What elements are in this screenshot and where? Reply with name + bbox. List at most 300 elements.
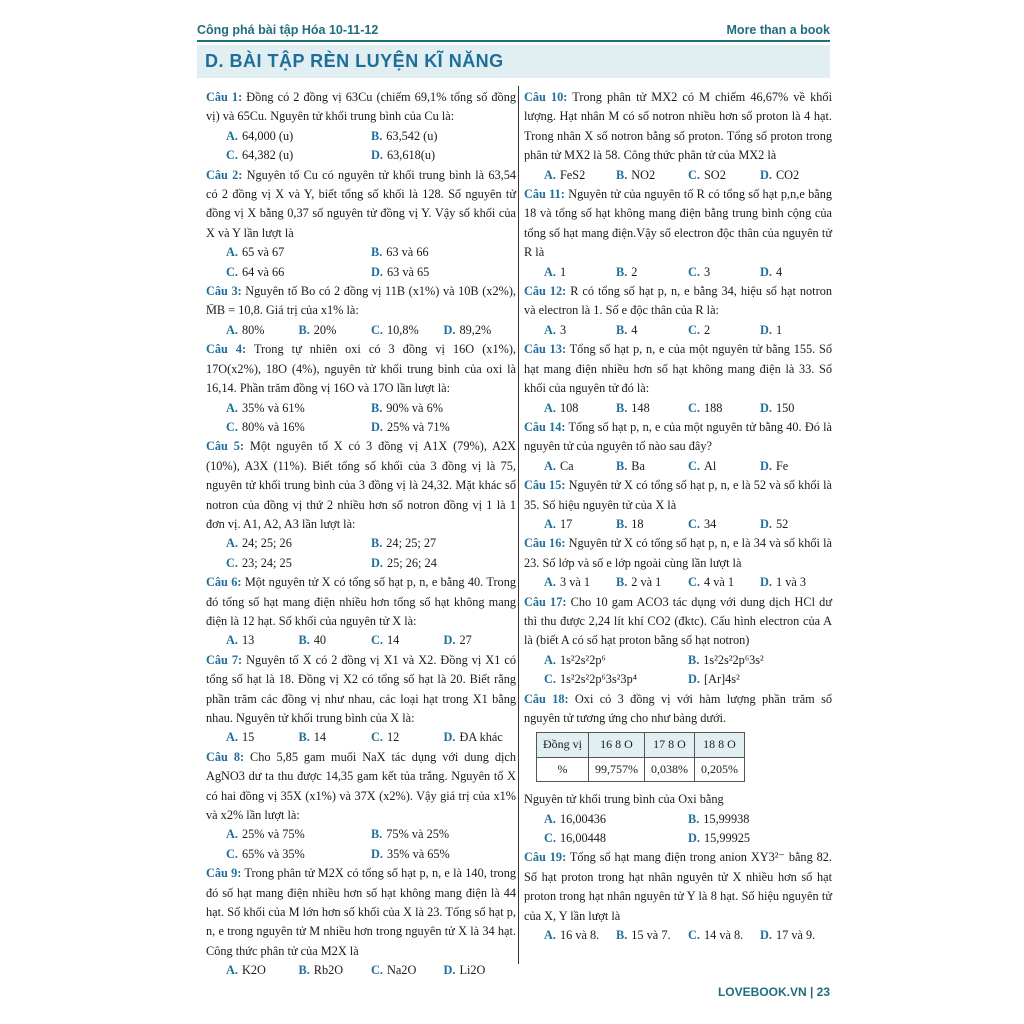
- answer-options: [206, 399, 516, 438]
- answer-options: [524, 573, 832, 592]
- question-text: [524, 88, 832, 166]
- answer-option[interactable]: [760, 457, 832, 476]
- answer-option[interactable]: [299, 961, 372, 980]
- option-text: 2: [703, 322, 711, 337]
- answer-option[interactable]: [544, 515, 616, 534]
- answer-option[interactable]: [371, 399, 516, 418]
- option-text: 18: [631, 516, 644, 531]
- option-text: 4: [775, 264, 783, 279]
- answer-option[interactable]: [688, 573, 760, 592]
- option-text: 35% và 65%: [386, 846, 450, 861]
- question-number: Câu 13:: [524, 342, 567, 357]
- isotope-cell: 99,757%: [589, 757, 645, 781]
- answer-option[interactable]: [226, 399, 371, 418]
- answer-option[interactable]: [760, 399, 832, 418]
- option-letter: D.: [760, 322, 772, 337]
- option-text: 65 và 67: [241, 245, 285, 260]
- option-text: 25% và 71%: [386, 419, 450, 434]
- option-letter: A.: [544, 458, 556, 473]
- option-letter: C.: [688, 264, 700, 279]
- option-letter: B.: [298, 322, 310, 337]
- question-body: Tổng số hạt p, n, e của một nguyên tử bằng 155. Số hạt mang điện nhiều hơn số hạt không mang điện là 33. Số khối của nguyên tử đó là:: [524, 342, 833, 396]
- answer-option[interactable]: [616, 166, 688, 185]
- answer-option[interactable]: [544, 829, 688, 848]
- answer-options: [206, 961, 516, 980]
- option-letter: B.: [688, 811, 700, 826]
- book-title: Công phá bài tập Hóa 10-11-12: [197, 23, 379, 37]
- option-letter: C.: [226, 555, 238, 570]
- answer-option[interactable]: [616, 515, 688, 534]
- option-letter: B.: [371, 128, 383, 143]
- answer-option[interactable]: [544, 670, 688, 689]
- answer-options: [206, 243, 516, 282]
- option-text: 63,542 (u): [386, 128, 438, 143]
- answer-option[interactable]: [688, 651, 832, 670]
- answer-option[interactable]: [616, 399, 688, 418]
- option-letter: B.: [298, 963, 310, 978]
- question-text: [206, 282, 516, 321]
- answer-option[interactable]: [760, 321, 832, 340]
- answer-option[interactable]: [371, 554, 516, 573]
- answer-option[interactable]: [371, 631, 444, 650]
- option-text: 14: [386, 633, 400, 648]
- answer-option[interactable]: [299, 728, 372, 747]
- option-letter: C.: [688, 400, 700, 415]
- question-number: Câu 6:: [206, 575, 242, 590]
- answer-option[interactable]: [760, 263, 832, 282]
- option-letter: A.: [544, 516, 556, 531]
- question-text: [524, 418, 832, 457]
- option-letter: B.: [371, 400, 383, 415]
- option-text: 4 và 1: [703, 575, 735, 590]
- answer-options: [206, 321, 516, 340]
- option-letter: A.: [544, 322, 556, 337]
- answer-option[interactable]: [226, 418, 371, 437]
- question-text: [206, 340, 516, 398]
- option-letter: C.: [371, 633, 383, 648]
- question-body: Trong phân tử MX2 có M chiếm 46,67% về khối lượng. Hạt nhân M có số notron nhiều hơn số proton là 4 hạt. Trong nhân X số notron bằng số proton. Tổng số proton trong phân tử MX2 là 58. Công thức phân tử của MX2 là: [524, 90, 832, 163]
- option-letter: B.: [616, 575, 628, 590]
- question-text: [524, 185, 832, 263]
- option-text: 16,00436: [559, 811, 607, 826]
- answer-option[interactable]: [688, 926, 760, 945]
- isotope-cell: 17 8 O: [645, 733, 695, 757]
- option-text: 25; 26; 24: [386, 555, 437, 570]
- option-letter: C.: [544, 672, 556, 687]
- option-letter: D.: [760, 264, 772, 279]
- answer-options: [524, 810, 832, 849]
- question-body: Tổng số hạt mang điện trong anion XY3²⁻ bằng 82. Số hạt proton trong hạt nhân nguyên tử X nhiều hơn số hạt proton trong hạt nhân nguyên tử Y là 8 hạt. Số hiệu nguyên tử của X, Y lần lượt là: [524, 850, 832, 923]
- option-text: Na2O: [386, 963, 417, 978]
- option-letter: D.: [443, 730, 456, 745]
- answer-option[interactable]: [371, 263, 516, 282]
- option-letter: C.: [226, 264, 238, 279]
- answer-option[interactable]: [544, 321, 616, 340]
- option-text: [Ar]4s²: [703, 672, 740, 687]
- option-letter: B.: [688, 652, 700, 667]
- answer-option[interactable]: [544, 651, 688, 670]
- question-text: [524, 690, 832, 729]
- option-letter: A.: [544, 811, 556, 826]
- question-number: Câu 7:: [206, 652, 243, 667]
- option-letter: B.: [616, 400, 628, 415]
- answer-option[interactable]: [226, 728, 299, 747]
- option-letter: C.: [688, 458, 700, 473]
- option-text: K2O: [241, 963, 266, 978]
- question-body: Nguyên tử của nguyên tố R có tổng số hạt p,n,e bằng 18 và tổng số hạt không mang điện bằng trung bình cộng của tổng số hạt mang điện.Vậy số electron độc thân của nguyên tử R là: [524, 187, 833, 260]
- option-text: 24; 25; 26: [241, 536, 292, 551]
- option-letter: A.: [226, 400, 238, 415]
- question-number: Câu 15:: [524, 478, 566, 493]
- answer-option[interactable]: [616, 926, 688, 945]
- option-letter: C.: [371, 322, 383, 337]
- option-text: 1 và 3: [775, 575, 807, 590]
- right-column: [524, 88, 832, 945]
- answer-option[interactable]: [371, 321, 444, 340]
- option-letter: D.: [760, 575, 772, 590]
- option-letter: C.: [688, 167, 700, 182]
- answer-options: [524, 926, 832, 945]
- option-text: 16 và 8.: [559, 928, 600, 943]
- question-number: Câu 9:: [206, 866, 242, 881]
- answer-option[interactable]: [444, 631, 517, 650]
- option-text: 15,99938: [703, 811, 750, 826]
- answer-option[interactable]: [226, 825, 371, 844]
- option-text: 25% và 75%: [241, 827, 305, 842]
- answer-option[interactable]: [226, 961, 299, 980]
- answer-option[interactable]: [226, 263, 371, 282]
- answer-option[interactable]: [688, 457, 760, 476]
- answer-option[interactable]: [371, 728, 444, 747]
- option-text: 63 và 66: [386, 245, 429, 260]
- answer-option[interactable]: [544, 399, 616, 418]
- option-text: Fe: [775, 458, 789, 473]
- option-letter: D.: [371, 148, 383, 163]
- option-letter: B.: [616, 458, 628, 473]
- option-letter: D.: [371, 419, 383, 434]
- answer-option[interactable]: [226, 243, 371, 262]
- question-number: Câu 19:: [524, 850, 567, 865]
- answer-option[interactable]: [544, 457, 616, 476]
- option-letter: C.: [226, 846, 238, 861]
- option-text: 15,99925: [703, 831, 751, 846]
- question-text: [524, 534, 832, 573]
- answer-option[interactable]: [371, 825, 516, 844]
- answer-options: [524, 457, 832, 476]
- option-text: 2 và 1: [631, 575, 662, 590]
- option-letter: A.: [544, 928, 556, 943]
- option-letter: A.: [544, 167, 556, 182]
- answer-options: [206, 127, 516, 166]
- answer-options: [524, 263, 832, 282]
- answer-option[interactable]: [371, 534, 516, 553]
- question-number: Câu 5:: [206, 439, 244, 454]
- option-letter: B.: [298, 730, 310, 745]
- question-text: [206, 864, 516, 961]
- option-text: 34: [703, 516, 717, 531]
- question-number: Câu 3:: [206, 284, 242, 299]
- option-letter: B.: [616, 167, 628, 182]
- answer-option[interactable]: [226, 631, 299, 650]
- option-letter: C.: [226, 419, 238, 434]
- option-letter: A.: [544, 575, 556, 590]
- question-number: Câu 12:: [524, 284, 567, 299]
- answer-options: [206, 825, 516, 864]
- option-text: Rb2O: [313, 963, 344, 978]
- question-number: Câu 10:: [524, 90, 568, 104]
- option-text: 64,382 (u): [241, 148, 294, 163]
- option-text: 3 và 1: [559, 575, 591, 590]
- option-text: 52: [775, 516, 789, 531]
- answer-option[interactable]: [226, 845, 371, 864]
- question-number: Câu 4:: [206, 342, 247, 357]
- answer-option[interactable]: [760, 515, 832, 534]
- answer-option[interactable]: [544, 926, 616, 945]
- option-letter: A.: [544, 400, 556, 415]
- answer-option[interactable]: [226, 534, 371, 553]
- answer-option[interactable]: [371, 961, 444, 980]
- answer-option[interactable]: [444, 321, 517, 340]
- book-slogan: More than a book: [726, 23, 830, 37]
- isotope-cell: 18 8 O: [695, 733, 745, 757]
- option-text: 64 và 66: [241, 264, 285, 279]
- option-letter: D.: [760, 516, 772, 531]
- option-text: 16,00448: [559, 831, 607, 846]
- option-text: 17: [559, 516, 573, 531]
- answer-option[interactable]: [371, 243, 516, 262]
- column-divider: [518, 86, 519, 964]
- option-letter: D.: [443, 322, 456, 337]
- question-number: Câu 14:: [524, 419, 566, 434]
- option-text: 10,8%: [386, 322, 419, 337]
- option-text: SO2: [703, 167, 726, 182]
- question-number: Câu 17:: [524, 594, 567, 609]
- question-number: Câu 18:: [524, 691, 569, 706]
- option-letter: C.: [688, 516, 700, 531]
- option-text: 80%: [241, 322, 265, 337]
- answer-option[interactable]: [544, 810, 688, 829]
- option-text: CO2: [775, 167, 800, 182]
- answer-option[interactable]: [616, 321, 688, 340]
- page-footer: LOVEBOOK.VN | 23: [717, 985, 830, 999]
- option-letter: A.: [226, 963, 238, 978]
- option-letter: A.: [226, 827, 238, 842]
- answer-option[interactable]: [688, 263, 760, 282]
- question-body: Nguyên tố Bo có 2 đồng vị 11B (x1%) và 10B (x2%), M̄B = 10,8. Giá trị của x1% là:: [206, 284, 516, 318]
- option-text: 188: [703, 400, 723, 415]
- option-text: 1: [775, 322, 783, 337]
- answer-option[interactable]: [688, 829, 832, 848]
- answer-option[interactable]: [299, 631, 372, 650]
- question-body: Trong tự nhiên oxi có 3 đồng vị 16O (x1%), 17O(x2%), 18O (4%), nguyên tử khối trung bình của oxi là 16,14. Phần trăm đồng vị 16O và 17O lần lượt là:: [206, 342, 516, 396]
- option-letter: C.: [544, 831, 556, 846]
- question-body: Nguyên tử khối trung bình của Oxi bằng: [524, 792, 724, 807]
- page-header: [197, 20, 830, 42]
- header-rule: [197, 40, 830, 42]
- answer-option[interactable]: [688, 321, 760, 340]
- option-text: 3: [703, 264, 711, 279]
- question-text: [206, 573, 516, 631]
- option-text: 27: [459, 633, 472, 648]
- option-text: 150: [775, 400, 795, 415]
- option-letter: D.: [760, 458, 772, 473]
- option-text: 4: [631, 322, 638, 337]
- answer-options: [524, 166, 832, 185]
- option-letter: B.: [371, 245, 383, 260]
- question-body: Oxi có 3 đồng vị với hàm lượng phần trăm số nguyên tử tương ứng cho như bảng dưới.: [524, 691, 833, 725]
- question-number: Câu 2:: [206, 167, 243, 182]
- option-text: 90% và 6%: [386, 400, 443, 415]
- option-letter: B.: [371, 536, 383, 551]
- question-text: [524, 282, 832, 321]
- answer-option[interactable]: [371, 845, 516, 864]
- question-text: [524, 848, 832, 926]
- option-text: 1s²2s²2p⁶: [559, 652, 606, 667]
- option-letter: B.: [616, 516, 628, 531]
- answer-option[interactable]: [760, 926, 832, 945]
- option-letter: D.: [760, 400, 772, 415]
- answer-option[interactable]: [444, 728, 517, 747]
- question-text: [524, 340, 832, 398]
- option-text: 1s²2s²2p⁶3s²: [703, 652, 764, 667]
- answer-option[interactable]: [226, 146, 371, 165]
- option-text: 14: [313, 730, 327, 745]
- option-text: 17 và 9.: [775, 928, 816, 943]
- answer-option[interactable]: [226, 321, 299, 340]
- answer-options: [206, 534, 516, 573]
- left-column: [206, 88, 516, 981]
- option-text: 13: [241, 633, 255, 648]
- answer-option[interactable]: [371, 127, 516, 146]
- question-body: Đồng có 2 đồng vị 63Cu (chiếm 69,1% tổng số đồng vị) và 65Cu. Nguyên tử khối trung bình của Cu là:: [206, 90, 516, 124]
- question-body: Nguyên tử X có tổng số hạt p, n, e là 34 và số khối là 23. Số lớp và số e lớp ngoài cùng lần lượt là: [524, 536, 832, 570]
- option-letter: C.: [688, 928, 700, 943]
- option-text: 3: [559, 322, 567, 337]
- answer-option[interactable]: [688, 515, 760, 534]
- answer-option[interactable]: [226, 554, 371, 573]
- option-letter: D.: [688, 672, 700, 687]
- answer-options: [524, 399, 832, 418]
- answer-option[interactable]: [371, 418, 516, 437]
- section-banner: [197, 45, 830, 78]
- question-body: R có tổng số hạt p, n, e bằng 34, hiệu số hạt notron và electron là 1. Số e độc thân của R là:: [524, 284, 832, 318]
- option-letter: D.: [760, 928, 772, 943]
- isotope-cell: 0,205%: [695, 757, 745, 781]
- question-body: Một nguyên tử X có tổng số hạt p, n, e bằng 40. Trong đó tổng số hạt mang điện nhiều hơn tổng số hạt không mang điện là 12 hạt. Số khối của nguyên tử X là:: [206, 575, 517, 628]
- option-letter: C.: [688, 575, 700, 590]
- option-text: 20%: [313, 322, 337, 337]
- option-letter: A.: [544, 264, 556, 279]
- question-text: [524, 790, 832, 809]
- option-text: Ba: [631, 458, 645, 473]
- answer-options: [524, 651, 832, 690]
- option-text: 65% và 35%: [241, 846, 305, 861]
- option-letter: A.: [226, 730, 238, 745]
- answer-option[interactable]: [688, 399, 760, 418]
- option-text: 63 và 65: [386, 264, 430, 279]
- option-letter: D.: [443, 633, 456, 648]
- option-letter: B.: [616, 264, 628, 279]
- option-letter: A.: [226, 322, 238, 337]
- answer-option[interactable]: [226, 127, 371, 146]
- option-text: 14 và 8.: [703, 928, 744, 943]
- answer-option[interactable]: [299, 321, 372, 340]
- question-body: Cho 5,85 gam muối NaX tác dụng với dung dịch AgNO3 dư ta thu được 14,35 gam kết tủa trắng. Nguyên tố X có hai đồng vị 35X (x1%) và 37X (x2%). Vậy giá trị của x1% và x2% lần lượt là:: [206, 749, 516, 823]
- option-text: 23; 24; 25: [241, 555, 292, 570]
- answer-option[interactable]: [544, 166, 616, 185]
- question-number: Câu 8:: [206, 749, 245, 764]
- answer-options: [206, 728, 516, 747]
- answer-option[interactable]: [371, 146, 516, 165]
- answer-option[interactable]: [544, 263, 616, 282]
- option-text: 15: [241, 730, 255, 745]
- answer-option[interactable]: [616, 263, 688, 282]
- option-letter: D.: [443, 963, 456, 978]
- option-text: ĐA khác: [459, 730, 503, 745]
- option-text: 80% và 16%: [241, 419, 305, 434]
- option-letter: B.: [298, 633, 310, 648]
- option-letter: C.: [371, 730, 383, 745]
- option-text: FeS2: [559, 167, 586, 182]
- answer-option[interactable]: [616, 457, 688, 476]
- option-text: 2: [631, 264, 638, 279]
- question-text: [524, 593, 832, 651]
- option-text: 12: [386, 730, 400, 745]
- answer-option[interactable]: [688, 166, 760, 185]
- option-letter: B.: [616, 322, 628, 337]
- isotope-cell: %: [537, 757, 589, 781]
- answer-option[interactable]: [760, 573, 832, 592]
- option-text: 24; 25; 27: [386, 536, 437, 551]
- answer-options: [206, 631, 516, 650]
- option-letter: A.: [226, 633, 238, 648]
- question-number: Câu 16:: [524, 536, 566, 551]
- question-body: Nguyên tố Cu có nguyên tử khối trung bình là 63,54 có 2 đồng vị X và Y, biết tổng số khối là 128. Số nguyên tử đồng vị X bằng 0,37 số nguyên tử đồng vị Y. Vậy số khối của X và Y lần lượt là: [206, 167, 517, 240]
- answer-option[interactable]: [760, 166, 832, 185]
- option-text: Li2O: [459, 963, 486, 978]
- isotope-cell: 0,038%: [645, 757, 695, 781]
- option-letter: A.: [226, 128, 238, 143]
- answer-option[interactable]: [544, 573, 616, 592]
- option-letter: D.: [760, 167, 772, 182]
- isotope-table: [536, 732, 745, 782]
- option-text: 148: [631, 400, 650, 415]
- option-text: 63,618(u): [386, 148, 436, 163]
- option-text: 64,000 (u): [241, 128, 294, 143]
- option-text: Al: [703, 458, 717, 473]
- answer-option[interactable]: [688, 670, 832, 689]
- isotope-cell: Đồng vị: [537, 733, 589, 757]
- option-letter: D.: [688, 831, 700, 846]
- question-text: [206, 437, 516, 534]
- option-text: 40: [313, 633, 327, 648]
- option-text: 1s²2s²2p⁶3s²3p⁴: [559, 672, 637, 687]
- question-text: [206, 651, 516, 729]
- isotope-cell: 16 8 O: [589, 733, 645, 757]
- question-text: [524, 476, 832, 515]
- option-letter: C.: [688, 322, 700, 337]
- option-letter: A.: [226, 536, 238, 551]
- answer-option[interactable]: [616, 573, 688, 592]
- section-title: D. BÀI TẬP RÈN LUYỆN KĨ NĂNG: [205, 51, 504, 71]
- option-letter: B.: [616, 928, 628, 943]
- question-body: Tổng số hạt p, n, e của một nguyên tử bằng 40. Đó là nguyên tử của nguyên tố nào sau đây?: [524, 419, 832, 454]
- option-letter: C.: [226, 148, 238, 163]
- answer-option[interactable]: [688, 810, 832, 829]
- question-body: Nguyên tố X có 2 đồng vị X1 và X2. Đồng vị X1 có tổng số hạt là 18. Đồng vị X2 có tổng số hạt là 20. Biết rằng phần trăm các đồng vị như nhau, các loại hạt trong X1 bằng nhau. Nguyên tử khối trung bình của X là:: [206, 652, 517, 725]
- answer-option[interactable]: [444, 961, 517, 980]
- option-text: 89,2%: [459, 322, 492, 337]
